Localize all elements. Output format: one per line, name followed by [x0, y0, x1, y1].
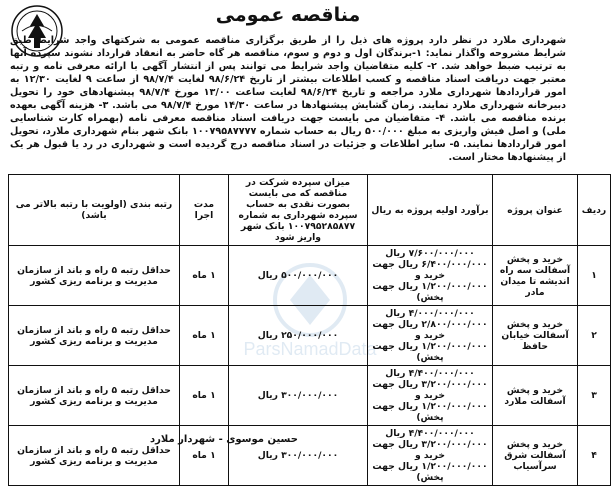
row-duration: ۱ ماه	[180, 366, 229, 426]
row-rank: حداقل رتبه ۵ راه و باند از سازمان مدیریت و برنامه ریزی کشور	[9, 306, 180, 366]
budget-purchase: ۳/۲۰۰/۰۰۰/۰۰۰ ریال جهت خرید و	[372, 379, 488, 401]
table-row	[9, 306, 611, 366]
header-duration: مدت اجرا	[180, 175, 229, 246]
row-idx: ۳	[578, 366, 611, 426]
budget-spread: ۱/۲۰۰/۰۰۰/۰۰۰ ریال جهت پخش)	[372, 341, 488, 363]
table-header-row	[9, 175, 611, 246]
row-deposit: ۵۰۰/۰۰۰/۰۰۰ ریال	[229, 246, 368, 306]
header-idx: ردیف	[578, 175, 611, 246]
row-duration: ۱ ماه	[180, 426, 229, 486]
page-title: مناقصه عمومی	[215, 4, 361, 26]
table-row	[9, 246, 611, 306]
budget-spread: ۱/۲۰۰/۰۰۰/۰۰۰ ریال جهت پخش)	[372, 281, 488, 303]
row-duration: ۱ ماه	[180, 246, 229, 306]
row-deposit: ۳۰۰/۰۰۰/۰۰۰ ریال	[229, 366, 368, 426]
budget-total: ۷/۶۰۰/۰۰۰/۰۰۰ ریال	[385, 248, 475, 259]
budget-purchase: ۳/۲۰۰/۰۰۰/۰۰۰ ریال جهت خرید و	[372, 439, 488, 461]
budget-spread: ۱/۲۰۰/۰۰۰/۰۰۰ ریال جهت پخش)	[372, 461, 488, 483]
row-budget	[368, 426, 493, 486]
row-rank: حداقل رتبه ۵ راه و باند از سازمان مدیریت و برنامه ریزی کشور	[9, 246, 180, 306]
row-title: خرید و پخش آسفالت خیابان حافظ	[493, 306, 578, 366]
budget-spread: ۱/۲۰۰/۰۰۰/۰۰۰ ریال جهت پخش)	[372, 401, 488, 423]
header-budget: برآورد اولیه پروژه به ریال	[368, 175, 493, 246]
budget-total: ۴/۴۰۰/۰۰۰/۰۰۰ ریال	[385, 428, 475, 439]
row-deposit: ۳۰۰/۰۰۰/۰۰۰ ریال	[229, 426, 368, 486]
table-row	[9, 426, 611, 486]
table-row	[9, 366, 611, 426]
header-rank: رتبه بندی (اولویت با رتبه بالاتر می باشد)	[9, 175, 180, 246]
row-rank: حداقل رتبه ۵ راه و باند از سازمان مدیریت و برنامه ریزی کشور	[9, 426, 180, 486]
row-deposit: ۲۵۰/۰۰۰/۰۰۰ ریال	[229, 306, 368, 366]
header-deposit: میزان سپرده شرکت در مناقصه که می بایست بصورت نقدی به حساب سپرده شهرداری به شماره ۱۰۰۷۹۵۲۸۵۸۷۷ بانک شهر واریز شود	[229, 175, 368, 246]
notice-body: شهرداری ملارد در نظر دارد پروژه های ذیل را از طریق برگزاری مناقصه عمومی به شرکتهای واجد شرایط طبق شرایط مشروحه واگذار نماید: ۱-برندگان اول و دوم و سوم، مناقصه هر گاه حاضر به انعقاد قرارداد نشوند سپرده آنها به ترتیب ضبط خواهد شد. ۲- کلیه متقاضیان واجد شرایط می توانند پس از انتشار آگهی با ارائه معرفی نامه و رتبه معتبر جهت دریافت اسناد مناقصه و کسب اطلاعات بیشتر از تاریخ ۹۸/۶/۲۴ لغایت ۹۸/۷/۴ از ساعت ۹ لغایت ۱۲/۳۰ به امور قراردادها شهرداری ملارد مراجعه و تاریخ ۹۸/۶/۲۴ لغایت ساعت ۱۳/۰۰ مورخ ۹۸/۷/۴ پیشنهادهای خود را تحویل دبیرخانه شهرداری ملارد نمایند. زمان گشایش پیشنهادها در ساعت ۱۴/۳۰ مورخ ۹۸/۷/۴ می باشد. ۳- هزینه آگهی بعهده برنده مناقصه می باشد. ۴- متقاضیان می بایست جهت دریافت اسناد مناقصه معرفی نامه (بهمراه کارت شناسایی ملی) و اصل فیش واریزی به مبلغ ۵۰۰/۰۰۰ ریال به حساب شماره ۱۰۰۷۹۵۸۷۷۷۷ بانک شهر بنام شهرداری ملارد، تحویل امور قراردادها نمایند. ۵- سایر اطلاعات و جزئیات در اسناد مناقصه درج گردیده است و شهرداری در رد یا قبول هر یک از پیشنهادها مختار است.	[10, 35, 567, 163]
budget-purchase: ۲/۸۰۰/۰۰۰/۰۰۰ ریال جهت خرید و	[372, 319, 488, 341]
row-rank: حداقل رتبه ۵ راه و باند از سازمان مدیریت و برنامه ریزی کشور	[9, 366, 180, 426]
row-budget	[368, 246, 493, 306]
watermark-text: ParsNamadData	[243, 339, 377, 359]
row-title: خرید و پخش آسفالت سه راه اندیشه تا میدان مادر	[493, 246, 578, 306]
row-budget	[368, 366, 493, 426]
row-idx: ۱	[578, 246, 611, 306]
row-title: خرید و پخش آسفالت شرق سرآسیاب	[493, 426, 578, 486]
row-idx: ۴	[578, 426, 611, 486]
signature-line: حسین موسوی - شهردار ملارد	[150, 434, 298, 445]
row-budget	[368, 306, 493, 366]
budget-total: ۴/۰۰۰/۰۰۰/۰۰۰ ریال	[385, 308, 475, 319]
row-idx: ۲	[578, 306, 611, 366]
budget-total: ۴/۴۰۰/۰۰۰/۰۰۰ ریال	[385, 368, 475, 379]
header-title: عنوان پروژه	[493, 175, 578, 246]
row-duration: ۱ ماه	[180, 306, 229, 366]
budget-purchase: ۶/۴۰۰/۰۰۰/۰۰۰ ریال جهت خرید و	[372, 259, 488, 281]
projects-table	[8, 174, 611, 486]
row-title: خرید و پخش آسفالت ملارد	[493, 366, 578, 426]
